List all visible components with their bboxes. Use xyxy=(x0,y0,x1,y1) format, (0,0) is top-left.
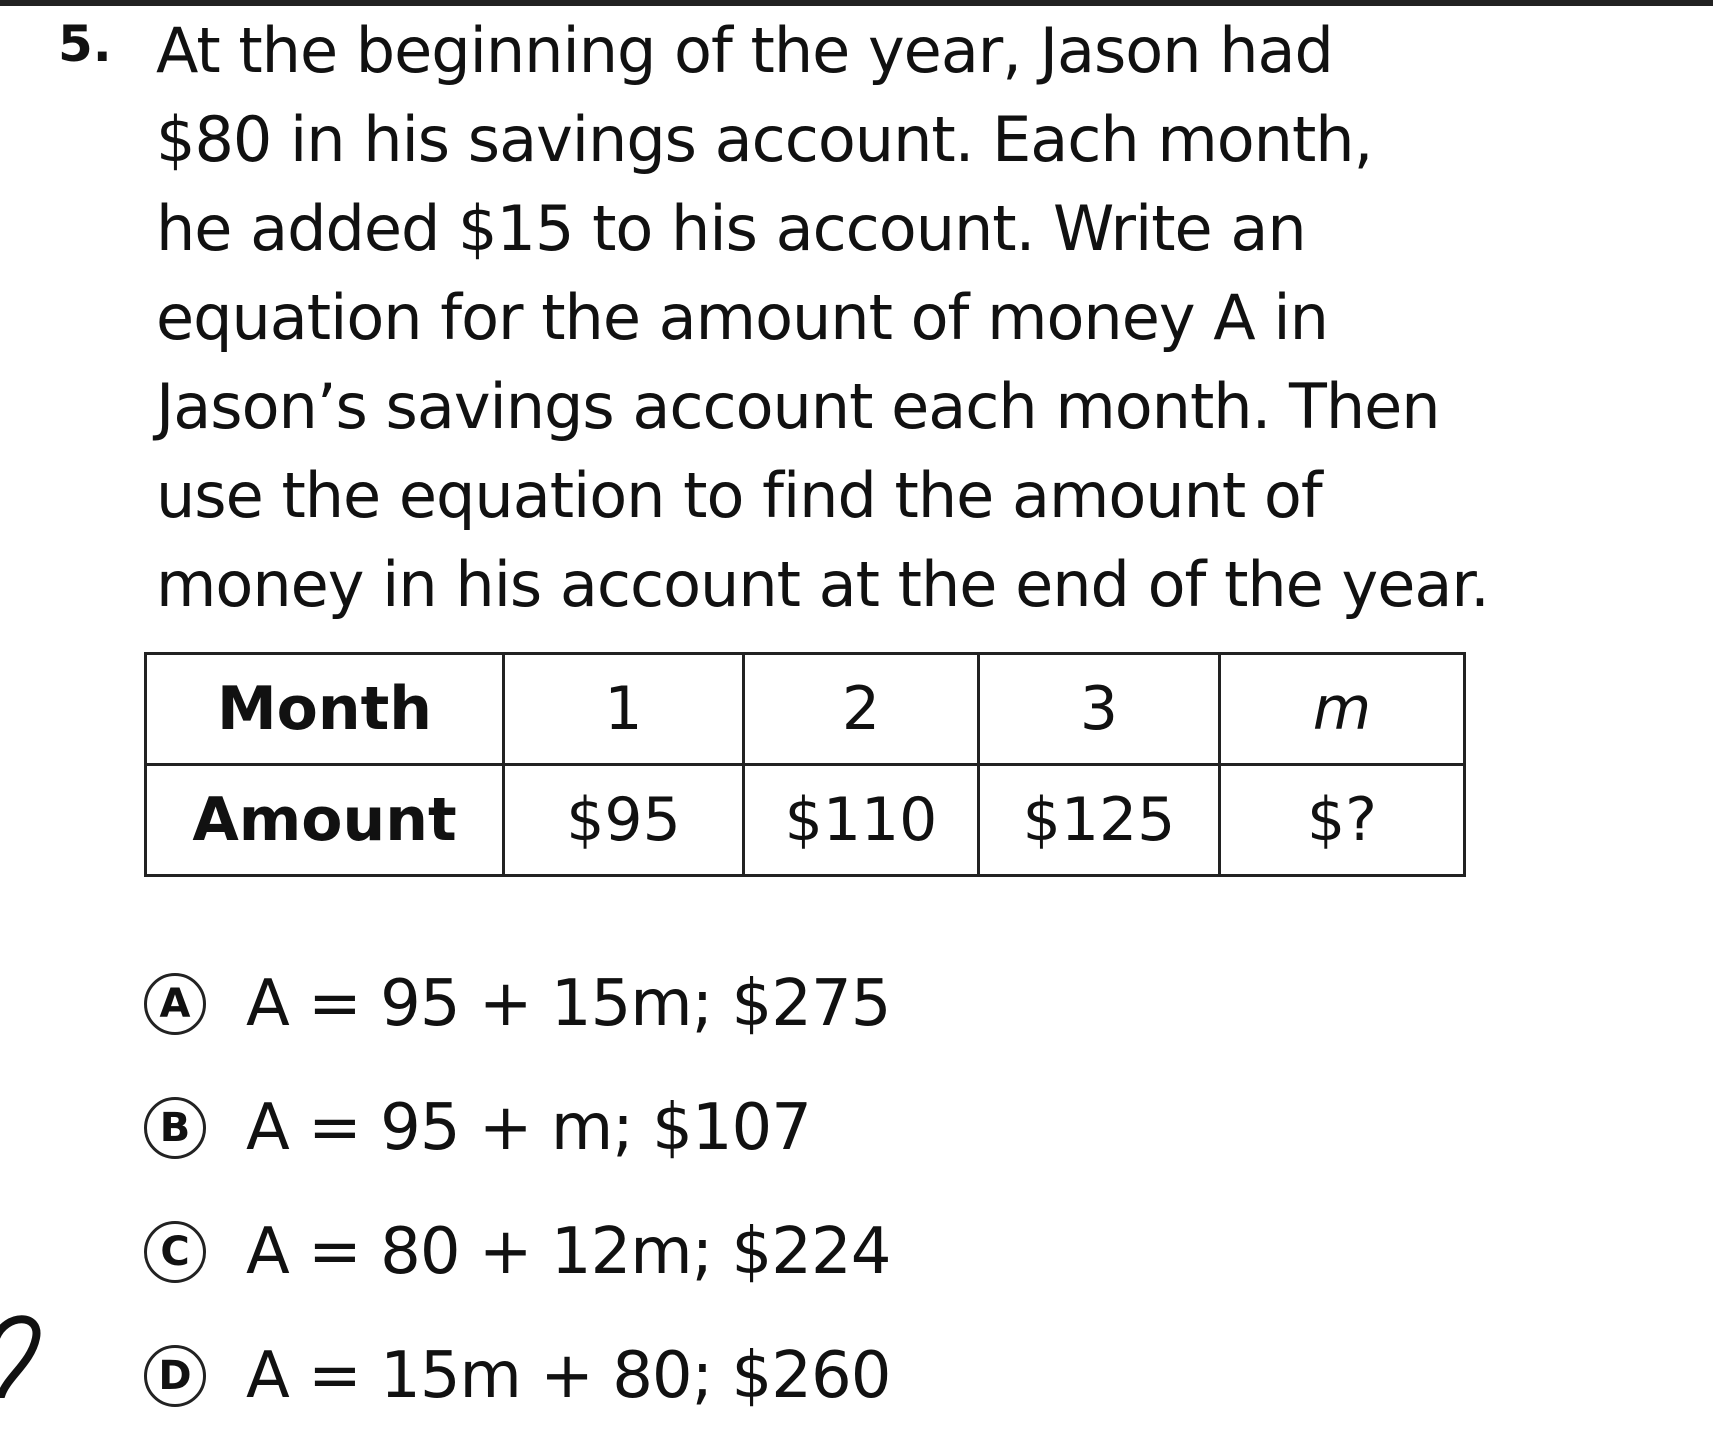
table-cell-month: m xyxy=(1220,654,1465,765)
table-row-amount xyxy=(146,765,1465,876)
choice-d-bubble[interactable]: D xyxy=(144,1345,206,1407)
answer-choices xyxy=(144,942,890,1438)
question-line: Jason’s savings account each month. Then xyxy=(156,370,1440,443)
month-amount-table xyxy=(144,652,1466,877)
question-line: use the equation to find the amount of xyxy=(156,459,1322,532)
choice-c-bubble[interactable]: C xyxy=(144,1221,206,1283)
choice-c-text: A = 80 + 12m; $224 xyxy=(246,1215,891,1289)
table-cell-amount: $110 xyxy=(744,765,979,876)
table-row-month xyxy=(146,654,1465,765)
table-cell-amount: $95 xyxy=(504,765,744,876)
question-line: $80 in his savings account. Each month, xyxy=(156,103,1373,176)
table-cell-month: 3 xyxy=(979,654,1220,765)
choice-a-text: A = 95 + 15m; $275 xyxy=(246,967,891,1041)
question-line: money in his account at the end of the year. xyxy=(156,548,1489,621)
question-line: At the beginning of the year, Jason had xyxy=(156,14,1333,87)
choice-a-bubble[interactable]: A xyxy=(144,973,206,1035)
question-text xyxy=(156,6,1489,629)
table-header-month: Month xyxy=(146,654,504,765)
choice-b-bubble[interactable]: B xyxy=(144,1097,206,1159)
choice-b[interactable] xyxy=(144,1066,890,1190)
choice-b-text: A = 95 + m; $107 xyxy=(246,1091,811,1165)
choice-c[interactable] xyxy=(144,1190,890,1314)
table-cell-month: 1 xyxy=(504,654,744,765)
table-cell-amount: $? xyxy=(1220,765,1465,876)
choice-a[interactable] xyxy=(144,942,890,1066)
pen-scribble xyxy=(0,1308,56,1398)
question-line: equation for the amount of money A in xyxy=(156,281,1328,354)
choice-d-text: A = 15m + 80; $260 xyxy=(246,1339,891,1413)
table-cell-amount: $125 xyxy=(979,765,1220,876)
question-number: 5. xyxy=(58,15,112,73)
table-header-amount: Amount xyxy=(146,765,504,876)
question-line: he added $15 to his account. Write an xyxy=(156,192,1306,265)
table-cell-month: 2 xyxy=(744,654,979,765)
choice-d[interactable] xyxy=(144,1314,890,1438)
